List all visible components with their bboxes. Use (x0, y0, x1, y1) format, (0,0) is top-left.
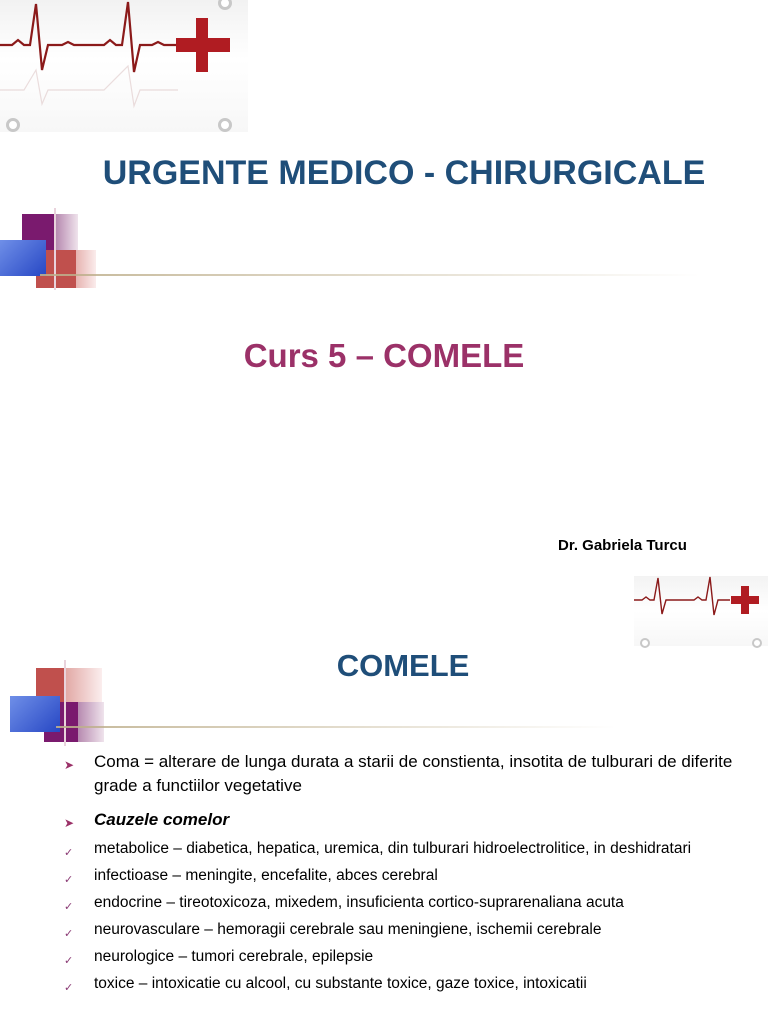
list-item-text: toxice – intoxicatie cu alcool, cu substante toxice, gaze toxice, intoxicatii (94, 975, 587, 992)
check-bullet-icon: ✓ (64, 901, 74, 913)
list-item-text: infectioase – meningite, encefalite, abces cerebral (94, 867, 438, 884)
list-item (64, 946, 764, 967)
panel-ring-icon (752, 638, 762, 648)
arrow-bullet-icon: ➤ (64, 758, 75, 772)
panel-ring-icon (6, 118, 20, 132)
list-item (64, 973, 764, 994)
square-light (66, 668, 102, 702)
author-name: Dr. Gabriela Turcu (558, 537, 687, 554)
check-bullet-icon: ✓ (64, 982, 74, 994)
heartbeat-icon (0, 0, 248, 132)
heartbeat-icon (634, 576, 768, 646)
square-light (56, 214, 78, 250)
list-item-text: Coma = alterare de lunga durata a starii de constienta, insotita de tulburari de diferite grade a functiilor vegetative (94, 752, 733, 795)
check-bullet-icon: ✓ (64, 928, 74, 940)
vertical-divider (54, 208, 56, 290)
list-item-text: neurovasculare – hemoragii cerebrale sau meningiene, ischemii cerebrale (94, 921, 602, 938)
arrow-bullet-icon: ➤ (64, 816, 75, 830)
slide-subtitle: Curs 5 – COMELE (243, 337, 525, 374)
list-item (64, 865, 764, 886)
list-item-text: neurologice – tumori cerebrale, epilepsie (94, 948, 374, 965)
ecg-header-graphic (0, 0, 248, 132)
section-title: COMELE (336, 648, 470, 683)
square-blue (10, 696, 60, 732)
check-bullet-icon: ✓ (64, 874, 74, 886)
list-item (64, 892, 764, 913)
list-item (64, 808, 764, 832)
list-item (64, 750, 764, 798)
list-item-text: metabolice – diabetica, hepatica, uremica, din tulburari hidroelectrolitice, in deshidratari (94, 840, 692, 857)
square-light (76, 250, 96, 288)
vertical-divider (64, 660, 66, 746)
ecg-corner-graphic (634, 576, 768, 646)
horizontal-rule (56, 726, 616, 728)
bullet-list (64, 750, 764, 994)
list-item (64, 838, 764, 859)
panel-ring-icon (218, 118, 232, 132)
panel-ring-icon (640, 638, 650, 648)
list-item (64, 919, 764, 940)
check-bullet-icon: ✓ (64, 847, 74, 859)
square-light (78, 702, 104, 742)
list-item-text: Cauzele comelor (94, 810, 230, 829)
horizontal-rule (40, 274, 700, 276)
check-bullet-icon: ✓ (64, 955, 74, 967)
list-item-text: endocrine – tireotoxicoza, mixedem, insuficienta cortico-suprarenaliana acuta (94, 894, 624, 911)
slide-title: URGENTE MEDICO - CHIRURGICALE (102, 154, 706, 192)
square-blue (0, 240, 46, 276)
